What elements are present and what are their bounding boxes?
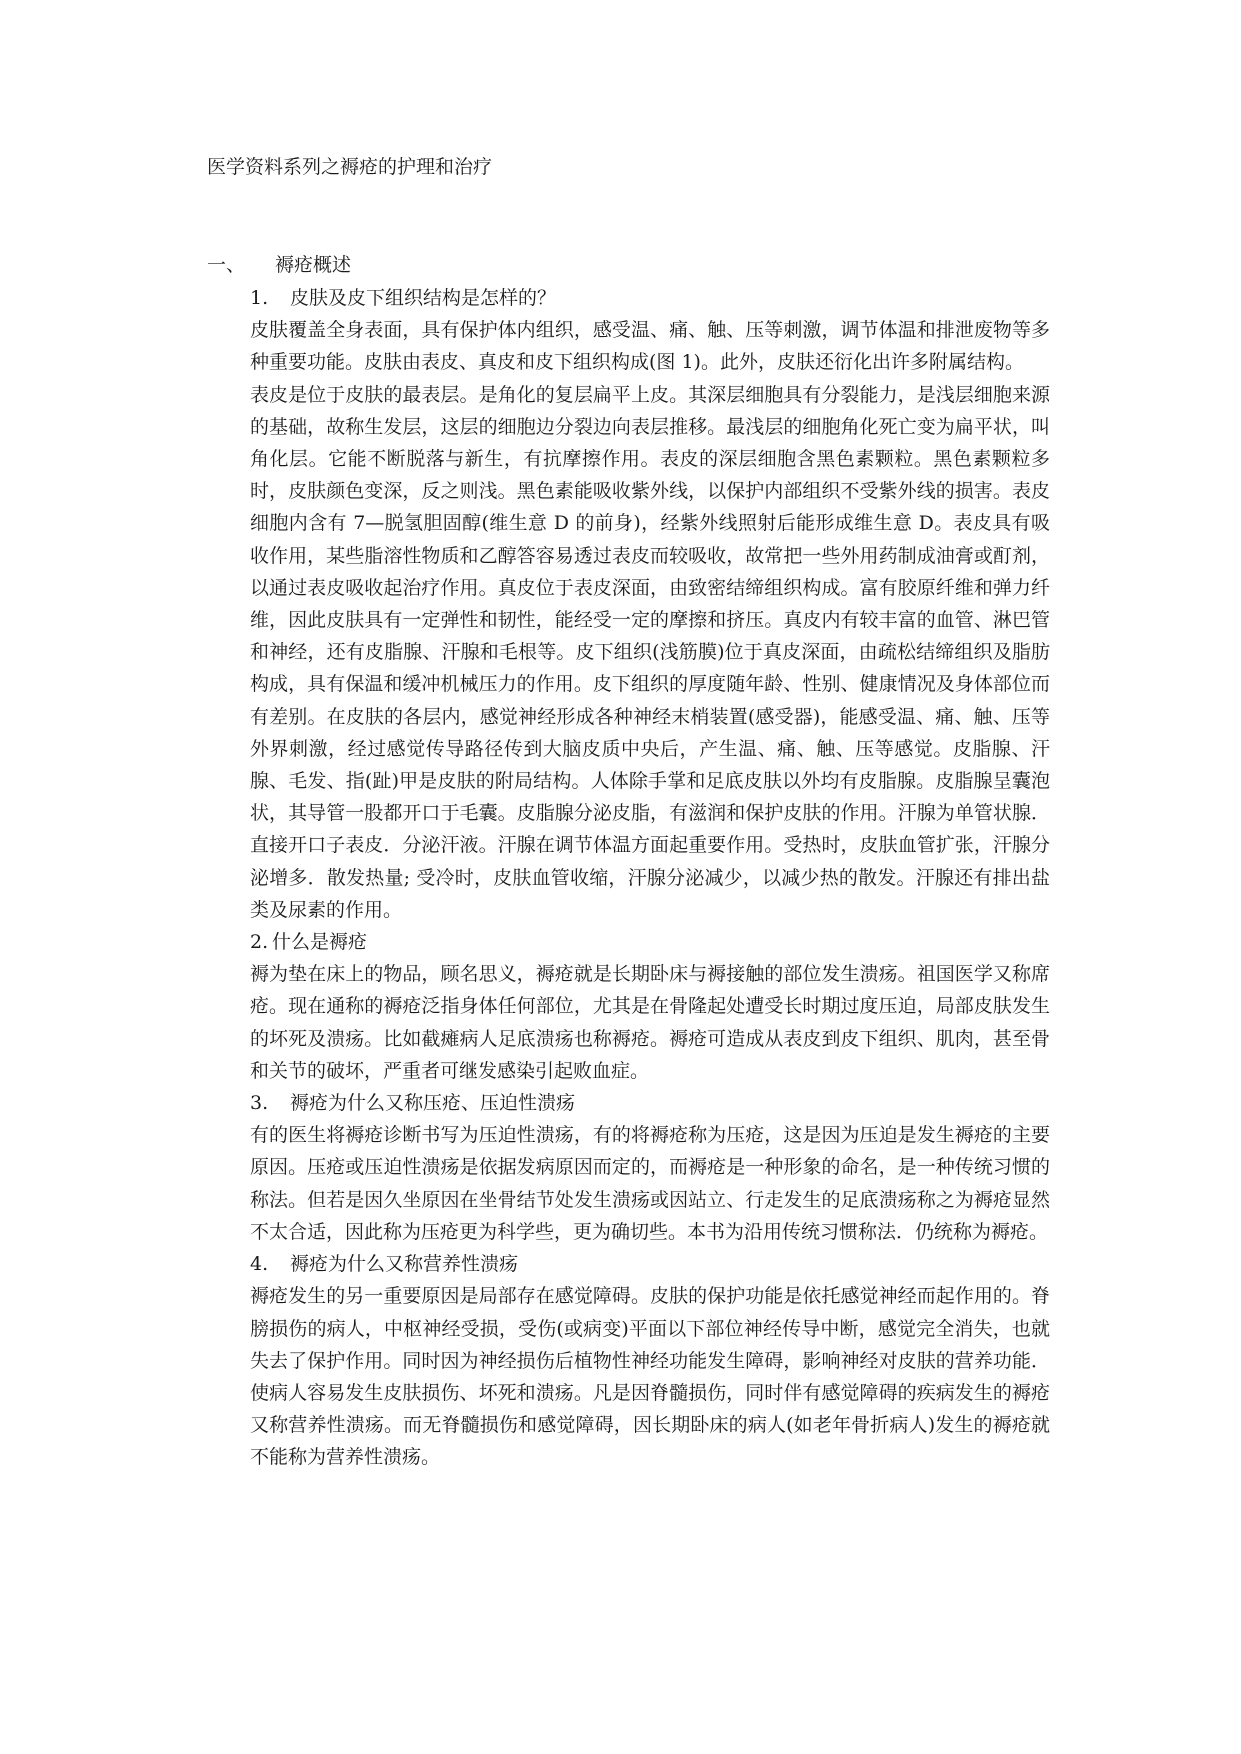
subsection-number: 1. bbox=[250, 287, 269, 309]
subsection-number: 2. bbox=[250, 931, 269, 954]
subsection-heading bbox=[250, 1248, 1050, 1280]
paragraph: 皮肤覆盖全身表面，具有保护体内组织，感受温、痛、触、压等刺激，调节体温和排泄废物等多种重要功能。皮肤由表皮、真皮和皮下组织构成(图 1)。此外，皮肤还衍化出许多附属结构。 bbox=[250, 319, 1050, 374]
section-number: 一、 bbox=[207, 254, 246, 276]
subsection-heading-text: 褥疮为什么又称营养性溃疡 bbox=[290, 1253, 519, 1276]
subsection-heading bbox=[250, 282, 1050, 314]
subsection-heading bbox=[250, 926, 1050, 958]
subsection-heading-text: 褥疮为什么又称压疮、压迫性溃疡 bbox=[290, 1092, 576, 1115]
document-body bbox=[250, 282, 1050, 1474]
document-title: 医学资料系列之褥疮的护理和治疗 bbox=[207, 156, 493, 178]
paragraph: 有的医生将褥疮诊断书写为压迫性溃疡，有的将褥疮称为压疮，这是因为压迫是发生褥疮的主要原因。压疮或压迫性溃疡是依据发病原因而定的，而褥疮是一种形象的命名，是一种传统习惯的称法。但若是因久坐原因在坐骨结节处发生溃疡或因站立、行走发生的足底溃疡称之为褥疮显然不太合适，因此称为压疮更为科学些，更为确切些。本书为沿用传统习惯称法．仍统称为褥疮。 bbox=[250, 1124, 1050, 1243]
paragraph: 褥为垫在床上的物品，顾名思义，褥疮就是长期卧床与褥接触的部位发生溃疡。祖国医学又称席疮。现在通称的褥疮泛指身体任何部位，尤其是在骨隆起处遭受长时期过度压迫，局部皮肤发生的坏死及溃疡。比如截瘫病人足底溃疡也称褥疮。褥疮可造成从表皮到皮下组织、肌肉，甚至骨和关节的破坏，严重者可继发感染引起败血症。 bbox=[250, 963, 1050, 1082]
paragraph: 表皮是位于皮肤的最表层。是角化的复层扁平上皮。其深层细胞具有分裂能力，是浅层细胞来源的基础，故称生发层，这层的细胞边分裂边向表层推移。最浅层的细胞角化死亡变为扁平状，叫角化层。它能不断脱落与新生，有抗摩擦作用。表皮的深层细胞含黑色素颗粒。黑色素颗粒多时，皮肤颜色变深，反之则浅。黑色素能吸收紫外线，以保护内部组织不受紫外线的损害。表皮细胞内含有 7—脱氢胆固醇(维生意 D 的前身)，经紫外线照射后能形成维生意 D。表皮具有吸收作用，某些脂溶性物质和乙醇答容易透过表皮而较吸收，故常把一些外用药制成油膏或酊剂，以通过表皮吸收起治疗作用。真皮位于表皮深面，由致密结缔组织构成。富有胶原纤维和弹力纤维，因此皮肤具有一定弹性和韧性，能经受一定的摩擦和挤压。真皮内有较丰富的血管、淋巴管和神经，还有皮脂腺、汗腺和毛根等。皮下组织(浅筋膜)位于真皮深面，由疏松结缔组织及脂肪构成，具有保温和缓冲机械压力的作用。皮下组织的厚度随年龄、性别、健康情况及身体部位而有差别。在皮肤的各层内，感觉神经形成各种神经末梢装置(感受器)，能感受温、痛、触、压等外界刺激，经过感觉传导路径传到大脑皮质中央后，产生温、痛、触、压等感觉。皮脂腺、汗腺、毛发、指(趾)甲是皮肤的附局结构。人体除手掌和足底皮肤以外均有皮脂腺。皮脂腺呈囊泡状，其导管一股都开口于毛囊。皮脂腺分泌皮脂，有滋润和保护皮肤的作用。汗腺为单管状腺．直接开口子表皮．分泌汗液。汗腺在调节体温方面起重要作用。受热时，皮肤血管扩张，汗腺分泌增多．散发热量; 受冷时，皮肤血管收缩，汗腺分泌减少，以减少热的散发。汗腺还有排出盐类及尿素的作用。 bbox=[250, 383, 1050, 921]
section-heading bbox=[207, 252, 351, 278]
subsection-heading bbox=[250, 1087, 1050, 1119]
subsection-number: 3. bbox=[250, 1092, 269, 1115]
section-heading-text: 褥疮概述 bbox=[275, 254, 352, 276]
paragraph: 褥疮发生的另一重要原因是局部存在感觉障碍。皮肤的保护功能是依托感觉神经而起作用的。脊膀损伤的病人，中枢神经受损，受伤(或病变)平面以下部位神经传导中断，感觉完全消失，也就失去了保护作用。同时因为神经损伤后植物性神经功能发生障碍，影响神经对皮肤的营养功能．使病人容易发生皮肤损伤、坏死和溃疡。凡是因脊髓损伤，同时伴有感觉障碍的疾病发生的褥疮又称营养性溃疡。而无脊髓损伤和感觉障碍，因长期卧床的病人(如老年骨折病人)发生的褥疮就不能称为营养性溃疡。 bbox=[250, 1285, 1050, 1469]
subsection-number: 4. bbox=[250, 1253, 269, 1276]
subsection-heading-text: 皮肤及皮下组织结构是怎样的？ bbox=[290, 287, 557, 309]
subsection-heading-text: 什么是褥疮 bbox=[272, 931, 368, 954]
